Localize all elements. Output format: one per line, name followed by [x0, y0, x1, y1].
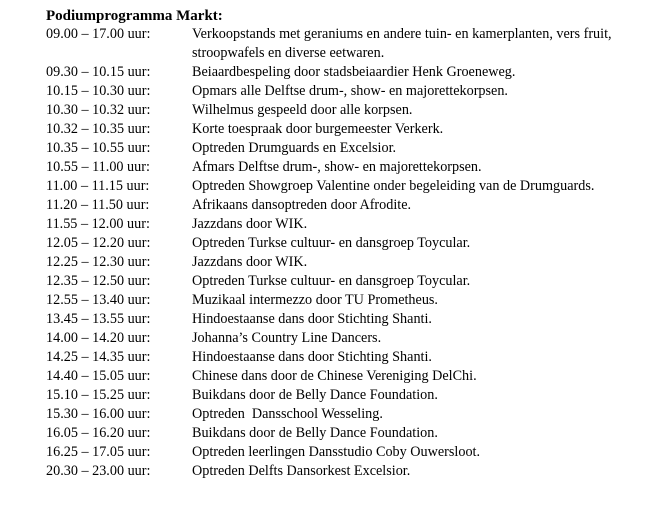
schedule-time: 20.30 – 23.00 uur:: [46, 463, 151, 479]
schedule-time: 12.05 – 12.20 uur:: [46, 235, 151, 251]
schedule-description: Optreden Turkse cultuur- en dansgroep Toycular.: [192, 235, 471, 251]
schedule-row: [46, 215, 668, 234]
schedule-time: 09.00 – 17.00 uur:: [46, 26, 151, 42]
schedule-description: Optreden Delfts Dansorkest Excelsior.: [192, 463, 411, 479]
schedule-time: 14.25 – 14.35 uur:: [46, 349, 151, 365]
schedule-description: Johanna’s Country Line Dancers.: [192, 330, 382, 346]
schedule-row: [46, 177, 668, 196]
schedule-row: [46, 329, 668, 348]
schedule-time: 10.30 – 10.32 uur:: [46, 102, 151, 118]
schedule-row: [46, 405, 668, 424]
schedule-time: 11.55 – 12.00 uur:: [46, 216, 150, 232]
schedule-time: 10.55 – 11.00 uur:: [46, 159, 150, 175]
schedule-time: 14.40 – 15.05 uur:: [46, 368, 151, 384]
schedule-description: Jazzdans door WIK.: [192, 216, 308, 232]
schedule-time: 15.10 – 15.25 uur:: [46, 387, 151, 403]
schedule-time: 10.15 – 10.30 uur:: [46, 83, 151, 99]
schedule-time: 09.30 – 10.15 uur:: [46, 64, 151, 80]
schedule-time: 10.35 – 10.55 uur:: [46, 140, 151, 156]
schedule-row: [46, 158, 668, 177]
schedule-row: [46, 63, 668, 82]
schedule-description: Optreden Showgroep Valentine onder begeleiding van de Drumguards.: [192, 178, 595, 194]
schedule-description: Hindoestaanse dans door Stichting Shanti.: [192, 349, 432, 365]
schedule-row: [46, 386, 668, 405]
program-title: Podiumprogramma Markt:: [46, 8, 223, 24]
schedule-time: 12.25 – 12.30 uur:: [46, 254, 151, 270]
schedule-description: Buikdans door de Belly Dance Foundation.: [192, 387, 438, 403]
schedule-time: 13.45 – 13.55 uur:: [46, 311, 151, 327]
schedule-row: [46, 253, 668, 272]
schedule-time: 11.00 – 11.15 uur:: [46, 178, 150, 194]
schedule-row: [46, 348, 668, 367]
schedule-description: Opmars alle Delftse drum-, show- en majorettekorpsen.: [192, 83, 508, 99]
schedule-list: [46, 25, 668, 481]
schedule-description: Verkoopstands met geraniums en andere tuin- en kamerplanten, vers fruit, stroopwafels en diverse eetwaren.: [192, 26, 612, 61]
schedule-row: [46, 25, 668, 63]
schedule-description: Muzikaal intermezzo door TU Prometheus.: [192, 292, 438, 308]
schedule-row: [46, 272, 668, 291]
schedule-description: Wilhelmus gespeeld door alle korpsen.: [192, 102, 413, 118]
schedule-description: Hindoestaanse dans door Stichting Shanti.: [192, 311, 432, 327]
schedule-row: [46, 367, 668, 386]
schedule-description: Optreden Turkse cultuur- en dansgroep Toycular.: [192, 273, 471, 289]
schedule-row: [46, 424, 668, 443]
schedule-description: Chinese dans door de Chinese Vereniging DelChi.: [192, 368, 477, 384]
schedule-description: Optreden Drumguards en Excelsior.: [192, 140, 397, 156]
schedule-description: Optreden leerlingen Dansstudio Coby Ouwersloot.: [192, 444, 481, 460]
schedule-row: [46, 139, 668, 158]
schedule-row: [46, 291, 668, 310]
schedule-time: 14.00 – 14.20 uur:: [46, 330, 151, 346]
schedule-time: 16.25 – 17.05 uur:: [46, 444, 151, 460]
schedule-time: 11.20 – 11.50 uur:: [46, 197, 150, 213]
schedule-row: [46, 234, 668, 253]
schedule-row: [46, 82, 668, 101]
schedule-time: 12.55 – 13.40 uur:: [46, 292, 151, 308]
schedule-time: 15.30 – 16.00 uur:: [46, 406, 151, 422]
schedule-time: 16.05 – 16.20 uur:: [46, 425, 151, 441]
schedule-description: Afmars Delftse drum-, show- en majorettekorpsen.: [192, 159, 482, 175]
schedule-row: [46, 120, 668, 139]
schedule-description: Jazzdans door WIK.: [192, 254, 308, 270]
schedule-row: [46, 462, 668, 481]
schedule-description: Korte toespraak door burgemeester Verkerk.: [192, 121, 444, 137]
schedule-description: Optreden Dansschool Wesseling.: [192, 406, 383, 422]
schedule-time: 12.35 – 12.50 uur:: [46, 273, 151, 289]
schedule-row: [46, 310, 668, 329]
schedule-time: 10.32 – 10.35 uur:: [46, 121, 151, 137]
schedule-description: Buikdans door de Belly Dance Foundation.: [192, 425, 438, 441]
schedule-row: [46, 443, 668, 462]
schedule-row: [46, 101, 668, 120]
schedule-description: Afrikaans dansoptreden door Afrodite.: [192, 197, 412, 213]
schedule-row: [46, 196, 668, 215]
schedule-description: Beiaardbespeling door stadsbeiaardier Henk Groeneweg.: [192, 64, 516, 80]
program-document: [46, 7, 668, 481]
